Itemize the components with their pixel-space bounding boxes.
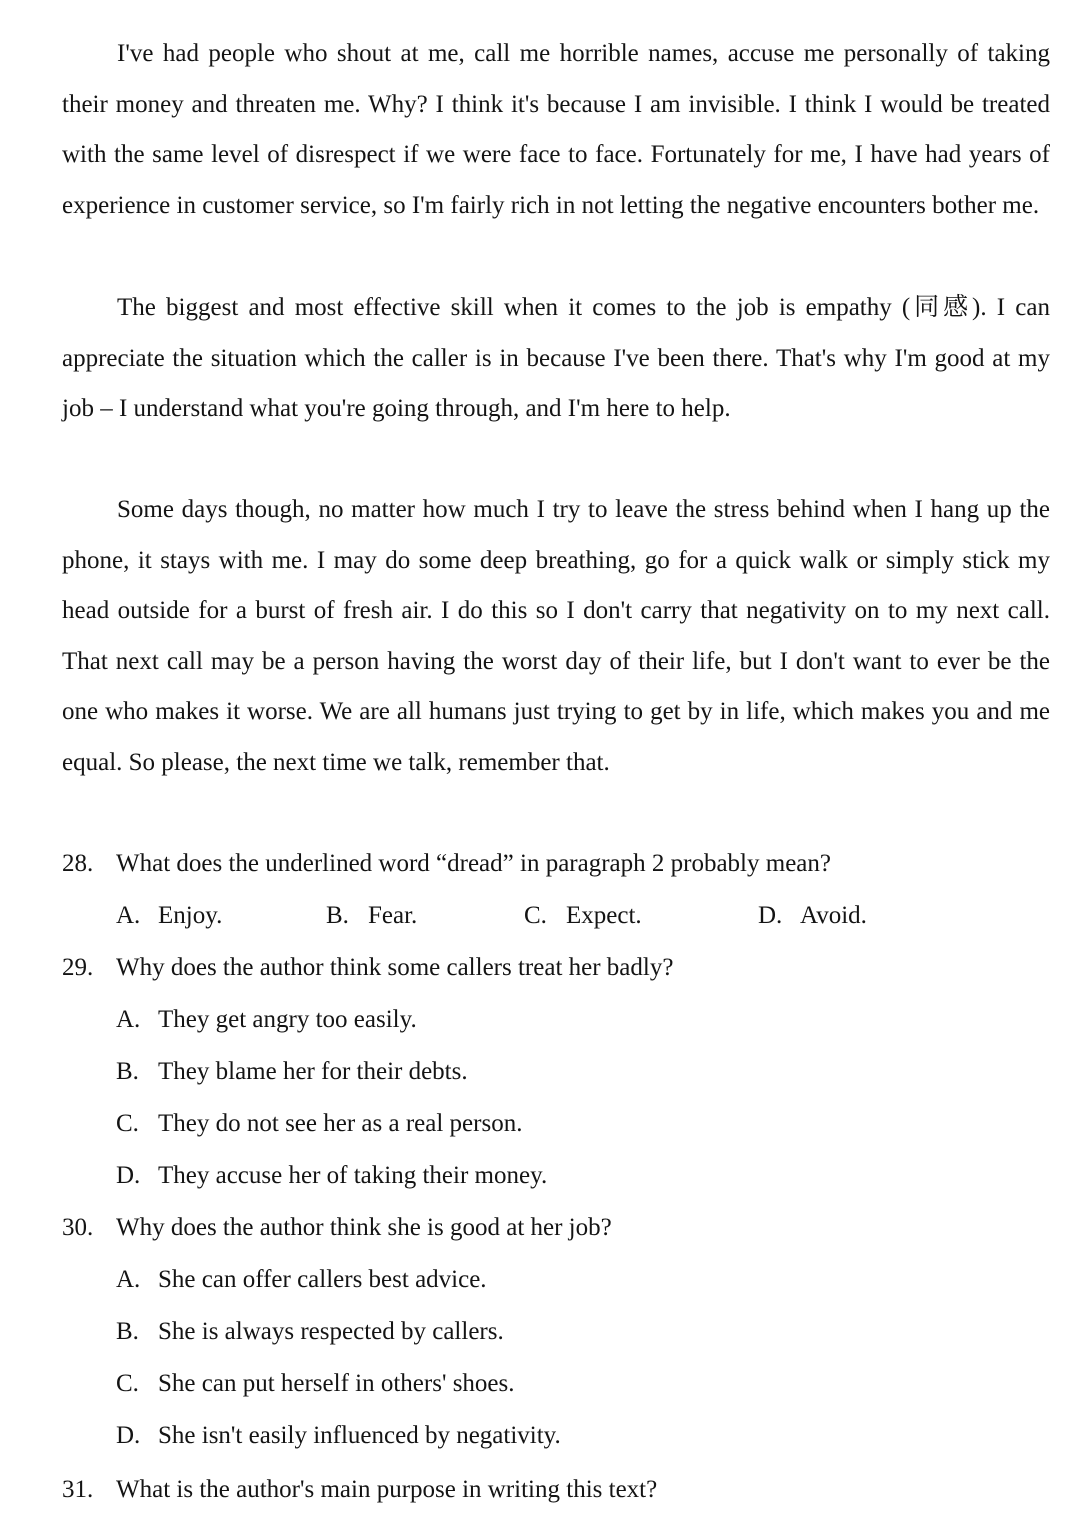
option-letter: D. (116, 1162, 141, 1189)
option-text: Expect. (566, 902, 642, 929)
option-c (524, 898, 642, 934)
option-letter: B. (326, 902, 349, 929)
option-letter: A. (116, 1006, 141, 1033)
option-letter: C. (116, 1110, 139, 1137)
option-b (116, 1054, 468, 1090)
option-text: She can put herself in others' shoes. (158, 1370, 515, 1397)
passage-paragraph-1: I've had people who shout at me, call me horrible names, accuse me personally of taking their money and threaten me. Why? I think it's because I am invisible. I think I would be treated with the same level of disrespect if we were face to face. Fortunately for me, I have had years of experience in customer service, so I'm fairly rich in not letting the negative encounters bother me. (62, 40, 1050, 219)
option-b (326, 898, 417, 934)
option-letter: D. (116, 1422, 141, 1449)
option-d (116, 1158, 547, 1194)
option-c (116, 1106, 522, 1142)
option-text: She can offer callers best advice. (158, 1266, 487, 1293)
option-d (758, 898, 867, 934)
question-number: 28. (62, 850, 94, 877)
option-text: They get angry too easily. (158, 1006, 417, 1033)
option-letter: B. (116, 1318, 139, 1345)
question-31 (62, 1472, 1052, 1508)
option-letter: B. (116, 1058, 139, 1085)
question-text: What does the underlined word “dread” in paragraph 2 probably mean? (116, 850, 831, 877)
question-text: What is the author's main purpose in writing this text? (116, 1476, 658, 1503)
option-letter: A. (116, 1266, 141, 1293)
option-text: Avoid. (800, 902, 867, 929)
option-a (116, 1262, 487, 1298)
option-letter: D. (758, 902, 783, 929)
option-d (116, 1418, 561, 1454)
option-text: They do not see her as a real person. (158, 1110, 523, 1137)
question-number: 30. (62, 1214, 94, 1241)
question-text: Why does the author think she is good at her job? (116, 1214, 612, 1241)
option-text: She isn't easily influenced by negativity. (158, 1422, 561, 1449)
option-text: They accuse her of taking their money. (158, 1162, 548, 1189)
option-b (116, 1314, 504, 1350)
passage-paragraph-3: Some days though, no matter how much I try to leave the stress behind when I hang up the phone, it stays with me. I may do some deep breathing, go for a quick walk or simply stick my head outside for a burst of fresh air. I do this so I don't carry that negativity on to my next call. That next call may be a person having the worst day of their life, but I don't want to ever be the one who makes it worse. We are all humans just trying to get by in life, which makes you and me equal. So please, the next time we talk, remember that. (62, 496, 1050, 776)
option-text: Enjoy. (158, 902, 223, 929)
option-letter: A. (116, 902, 141, 929)
question-number: 29. (62, 954, 94, 981)
question-28-options (116, 898, 1016, 934)
option-c (116, 1366, 515, 1402)
question-text: Why does the author think some callers treat her badly? (116, 954, 674, 981)
option-a (116, 898, 222, 934)
option-text: They blame her for their debts. (158, 1058, 468, 1085)
question-28 (62, 846, 1052, 882)
question-29 (62, 950, 1052, 986)
option-text: She is always respected by callers. (158, 1318, 504, 1345)
passage-paragraph-2: The biggest and most effective skill when it comes to the job is empathy (同感). I can appreciate the situation which the caller is in because I've been there. That's why I'm good at my job – I understand what you're going through, and I'm here to help. (62, 294, 1050, 423)
question-30 (62, 1210, 1052, 1246)
option-text: Fear. (368, 902, 418, 929)
question-number: 31. (62, 1476, 94, 1503)
option-letter: C. (524, 902, 547, 929)
option-letter: C. (116, 1370, 139, 1397)
option-a (116, 1002, 417, 1038)
